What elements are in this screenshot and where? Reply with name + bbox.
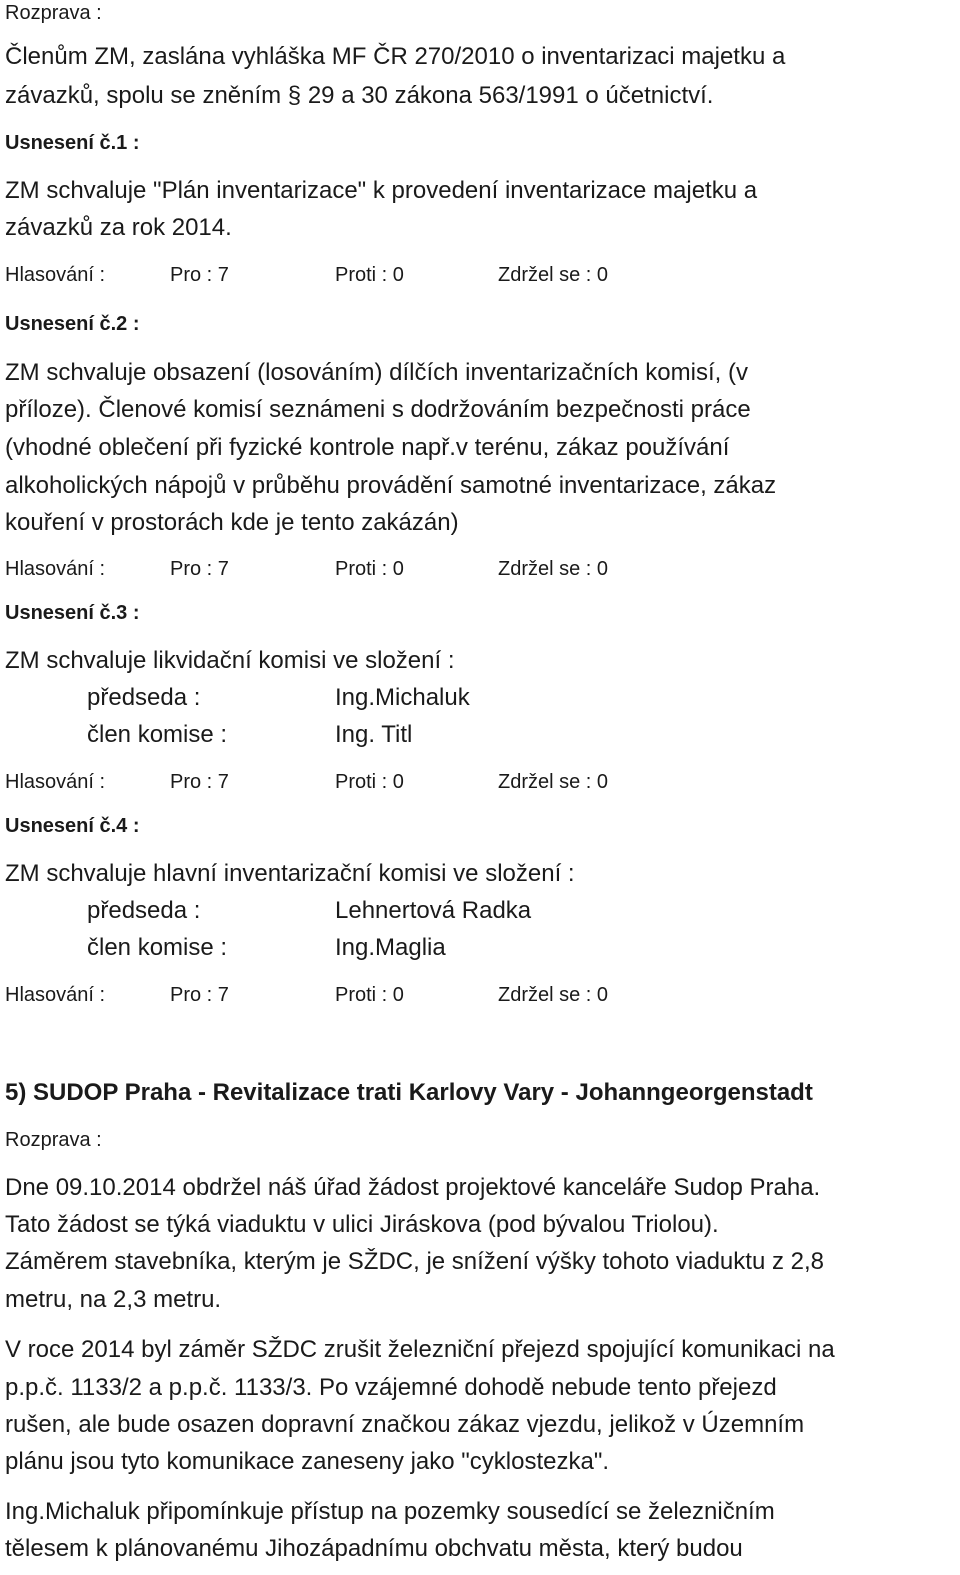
resolution-label: Usnesení č.4 : xyxy=(5,815,140,837)
paragraph-line: Členům ZM, zaslána vyhláška MF ČR 270/2010 o inventarizaci majetku a xyxy=(5,43,786,70)
resolution-label: Usnesení č.1 : xyxy=(5,132,140,154)
vote-proti: Proti : 0 xyxy=(335,264,404,286)
paragraph-line: V roce 2014 byl záměr SŽDC zrušit železniční přejezd spojující komunikaci na xyxy=(5,1336,835,1363)
paragraph-line: ZM schvaluje obsazení (losováním) dílčích inventarizačních komisí, (v xyxy=(5,359,748,386)
paragraph-line: ZM schvaluje hlavní inventarizační komisi ve složení : xyxy=(5,860,575,887)
member-name: Lehnertová Radka xyxy=(335,897,532,924)
paragraph-line: plánu jsou tyto komunikace zaneseny jako "cyklostezka". xyxy=(5,1448,610,1475)
member-role: člen komise : xyxy=(87,721,228,748)
paragraph-line: ZM schvaluje "Plán inventarizace" k provedení inventarizace majetku a xyxy=(5,177,758,204)
vote-label: Hlasování : xyxy=(5,771,106,793)
paragraph-line: příloze). Členové komisí seznámeni s dodržováním bezpečnosti práce xyxy=(5,396,751,423)
vote-pro: Pro : 7 xyxy=(170,558,229,580)
paragraph-line: Záměrem stavebníka, kterým je SŽDC, je snížení výšky tohoto viaduktu z 2,8 xyxy=(5,1248,824,1275)
vote-zdrzel: Zdržel se : 0 xyxy=(498,264,609,286)
paragraph-line: (vhodné oblečení při fyzické kontrole např.v terénu, zákaz používání xyxy=(5,434,730,461)
vote-zdrzel: Zdržel se : 0 xyxy=(498,771,609,793)
vote-pro: Pro : 7 xyxy=(170,771,229,793)
section-heading: 5) SUDOP Praha - Revitalizace trati Karlovy Vary - Johanngeorgenstadt xyxy=(5,1079,813,1106)
rozprava-label: Rozprava : xyxy=(5,2,102,24)
vote-zdrzel: Zdržel se : 0 xyxy=(498,558,609,580)
vote-pro: Pro : 7 xyxy=(170,264,229,286)
paragraph-line: Tato žádost se týká viaduktu v ulici Jiráskova (pod bývalou Triolou). xyxy=(5,1211,719,1238)
vote-label: Hlasování : xyxy=(5,558,106,580)
paragraph-line: tělesem k plánovanému Jihozápadnímu obchvatu města, který budou xyxy=(5,1535,743,1562)
paragraph-line: kouření v prostorách kde je tento zakázán) xyxy=(5,509,459,536)
paragraph-line: Dne 09.10.2014 obdržel náš úřad žádost projektové kanceláře Sudop Praha. xyxy=(5,1174,821,1201)
member-role: předseda : xyxy=(87,897,201,924)
paragraph-line: p.p.č. 1133/2 a p.p.č. 1133/3. Po vzájemné dohodě nebude tento přejezd xyxy=(5,1374,777,1401)
paragraph-line: rušen, ale bude osazen dopravní značkou zákaz vjezdu, jelikož v Územním xyxy=(5,1411,805,1438)
paragraph-line: alkoholických nápojů v průběhu provádění samotné inventarizace, zákaz xyxy=(5,472,777,499)
member-name: Ing.Michaluk xyxy=(335,684,470,711)
vote-label: Hlasování : xyxy=(5,984,106,1006)
paragraph-line: ZM schvaluje likvidační komisi ve složení : xyxy=(5,647,455,674)
vote-proti: Proti : 0 xyxy=(335,984,404,1006)
vote-proti: Proti : 0 xyxy=(335,558,404,580)
paragraph-line: závazků za rok 2014. xyxy=(5,214,232,241)
rozprava-label: Rozprava : xyxy=(5,1129,102,1151)
vote-label: Hlasování : xyxy=(5,264,106,286)
vote-pro: Pro : 7 xyxy=(170,984,229,1006)
member-name: Ing. Titl xyxy=(335,721,413,748)
paragraph-line: metru, na 2,3 metru. xyxy=(5,1286,222,1313)
vote-proti: Proti : 0 xyxy=(335,771,404,793)
resolution-label: Usnesení č.3 : xyxy=(5,602,140,624)
paragraph-line: závazků, spolu se zněním § 29 a 30 zákona 563/1991 o účetnictví. xyxy=(5,82,714,109)
member-name: Ing.Maglia xyxy=(335,934,446,961)
member-role: člen komise : xyxy=(87,934,228,961)
resolution-label: Usnesení č.2 : xyxy=(5,313,140,335)
paragraph-line: Ing.Michaluk připomínkuje přístup na pozemky sousedící se železničním xyxy=(5,1498,775,1525)
member-role: předseda : xyxy=(87,684,201,711)
vote-zdrzel: Zdržel se : 0 xyxy=(498,984,609,1006)
